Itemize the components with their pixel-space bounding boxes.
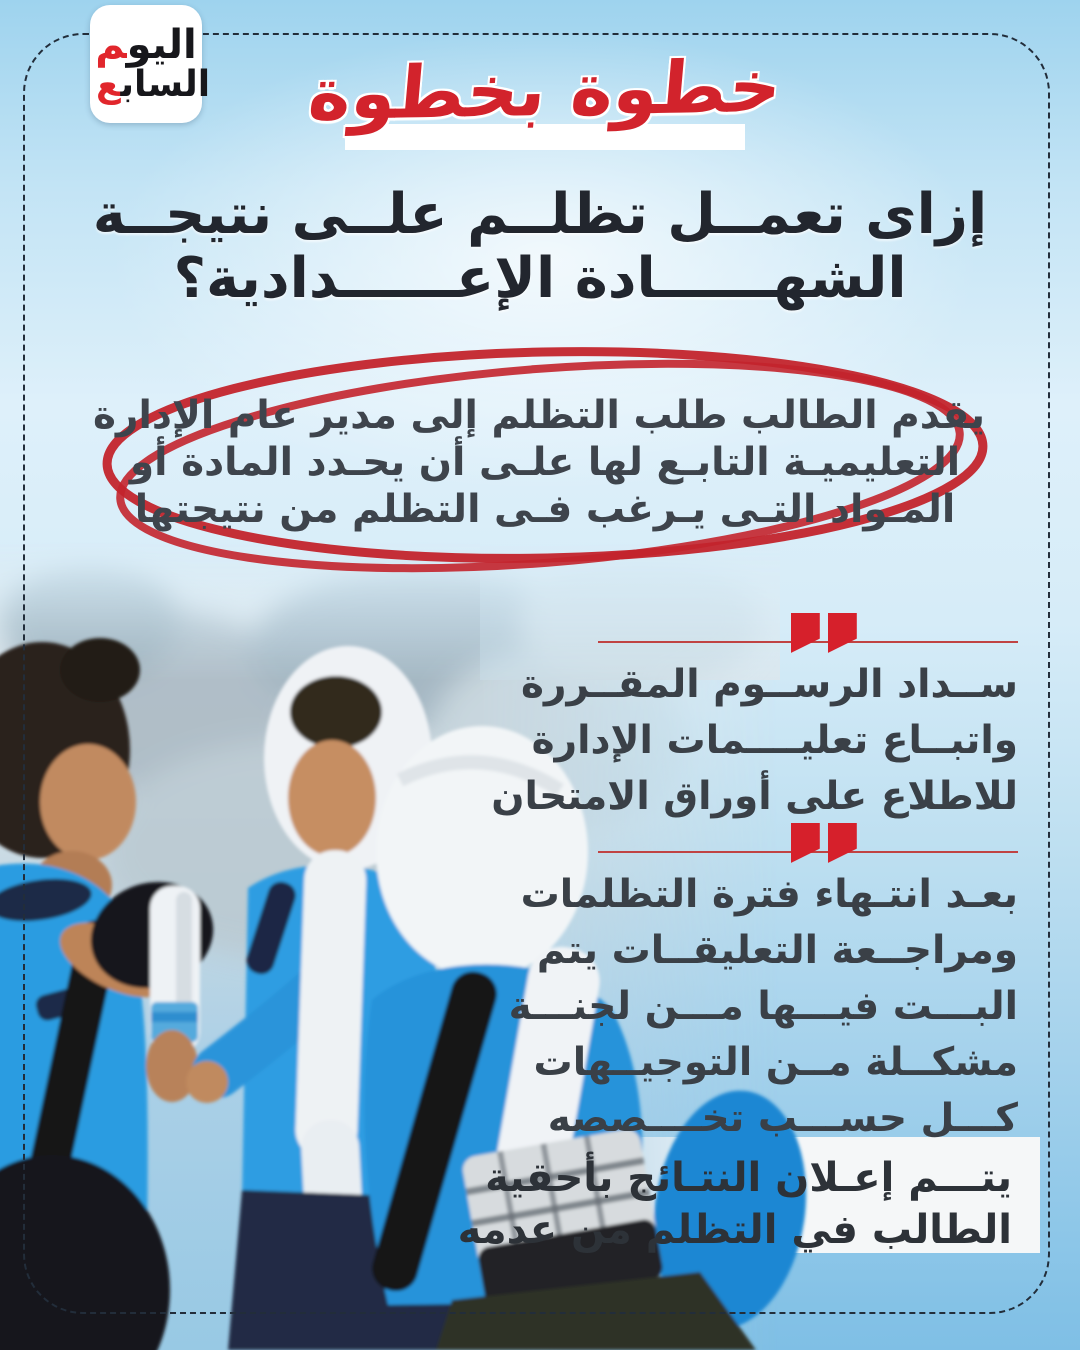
logo-line-1	[95, 22, 197, 69]
quote-line: مشكــلة مــن التوجيــهات	[533, 1040, 1018, 1085]
footer-line: الطالب في التظلم من عدمه	[457, 1207, 1012, 1253]
quote-line: بعـد انتـهاء فترة التظلمات	[520, 872, 1018, 917]
quote-line: للاطلاع على أوراق الامتحان	[491, 774, 1018, 819]
step-quote-2	[508, 823, 1018, 1147]
footer-result-text	[457, 1152, 1012, 1256]
highlighted-step-text	[93, 392, 985, 533]
logo-text: اليو‍	[126, 22, 197, 69]
quote-mark-icon	[791, 823, 820, 863]
quote-line: واتبــاع تعليــــمات الإدارة	[531, 718, 1018, 763]
kicker-title: خطوة بخطوة	[305, 43, 785, 137]
quote-mark-icon	[828, 823, 857, 863]
title-line-1: إزاى تعمــل تظلــم علــى نتيجــة	[92, 182, 988, 247]
quote-mark-icon	[828, 613, 857, 653]
quote-line: كـــل حســـب تخــــصصه	[547, 1096, 1018, 1141]
logo-accent-letter: ‍م	[95, 22, 127, 69]
highlight-line: التعليميـة التابـع لها علـى أن يحـدد المادة أو	[129, 440, 961, 485]
logo-accent-letter: ‍ع	[95, 64, 121, 106]
footer-line: يتـــم إعـلان النتـائج بأحقية	[485, 1155, 1012, 1201]
quote-line: البـــت فيـــها مـــن لجنـــة	[508, 984, 1018, 1029]
quote-text	[508, 867, 1018, 1147]
quote-header	[598, 823, 1018, 865]
quote-text	[491, 657, 1018, 825]
highlight-line: يقدم الطالب طلب التظلم إلى مدير عام الإدارة	[93, 393, 985, 438]
page-title	[30, 183, 1050, 311]
highlight-line: المـواد التـى يـرغب فـى التظلم من نتيجتها	[134, 487, 956, 532]
step-quote-1	[491, 613, 1018, 825]
quote-mark-icon	[791, 613, 820, 653]
logo-text: الساب‍	[120, 64, 211, 106]
youm7-logo	[90, 5, 211, 123]
title-line-2: الشهــــــادة الإعــــــدادية؟	[173, 246, 907, 311]
logo-line-2	[96, 66, 210, 104]
quote-icon	[783, 823, 857, 863]
quote-header	[598, 613, 1018, 655]
quote-line: ومراجــعة التعليقــات يتم	[536, 928, 1018, 973]
quote-line: ســداد الرســوم المقــررة	[520, 662, 1018, 707]
quote-icon	[783, 613, 857, 653]
